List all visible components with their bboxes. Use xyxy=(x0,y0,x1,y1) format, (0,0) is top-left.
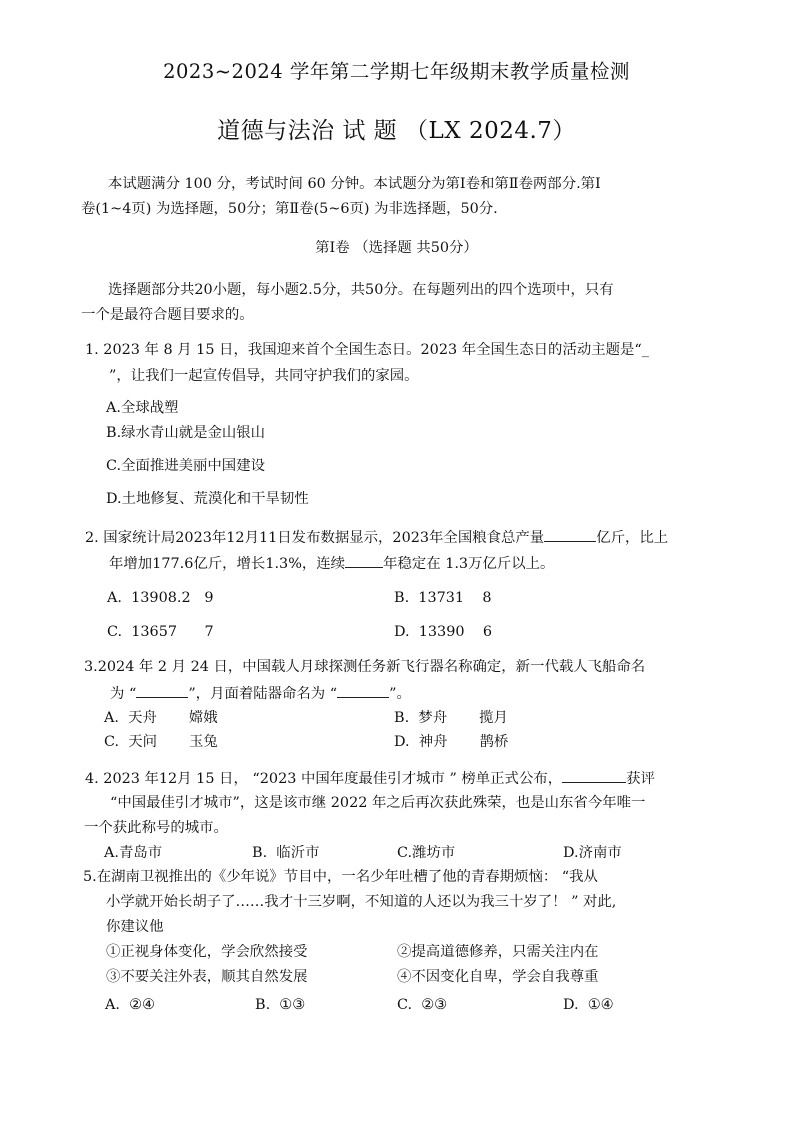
question-3-line-1: 3.2024 年 2 月 24 日，中国载人月球探测任务新飞行器名称确定，新一代载人飞船命名 xyxy=(84,659,646,675)
question-3-line-2 xyxy=(110,683,411,704)
question-3-option-a: A. 天舟 嫦娥 xyxy=(104,710,218,726)
question-3-line-2-mid: ”，月面着陆器命名为 “ xyxy=(188,686,338,702)
question-2-line-2 xyxy=(109,553,554,574)
question-5-statement-4: ④不因变化自卑，学会自我尊重 xyxy=(397,969,599,985)
question-2-line-1-text: 2. 国家统计局2023年12月11日发布数据显示，2023年全国粮食总产量 xyxy=(85,530,545,546)
question-4-line-2: “中国最佳引才城市”，这是该市继 2022 年之后再次获此殊荣，也是山东省今年唯一 xyxy=(110,795,646,811)
question-5-option-a: A. ②④ xyxy=(105,997,155,1013)
question-2-option-a: A. 13908.2 9 xyxy=(107,590,214,606)
question-1-line-1: 1. 2023 年 8 月 15 日，我国迎来首个全国生态日。2023 年全国生态日的活动主题是“_ xyxy=(85,342,649,358)
question-4-line-1-text: 4. 2023 年12月 15 日， “2023 中国年度最佳引才城市 ” 榜单正式公布， xyxy=(85,771,563,787)
question-3-option-c: C. 天问 玉兔 xyxy=(104,734,218,750)
intro-line-1: 本试题满分 100 分，考试时间 60 分钟。本试题分为第Ⅰ卷和第Ⅱ卷两部分.第Ⅰ xyxy=(108,176,601,192)
question-5-line-1: 5.在湖南卫视推出的《少年说》节目中，一名少年吐槽了他的青春期烦恼： “我从 xyxy=(83,869,598,885)
question-2-option-c: C. 13657 7 xyxy=(107,624,214,640)
answer-blank xyxy=(562,768,626,783)
question-3-line-2-tail: ”。 xyxy=(389,686,411,702)
question-5-line-2: 小学就开始长胡子了……我才十三岁啊，不知道的人还以为我三十岁了！ ” 对此, xyxy=(106,894,617,910)
question-1-line-2: ”，让我们一起宣传倡导，共同守护我们的家园。 xyxy=(109,368,419,384)
question-1-option-c: C.全面推进美丽中国建设 xyxy=(106,458,265,474)
question-2-option-d: D. 13390 6 xyxy=(394,624,492,640)
exam-title: 2023~2024 学年第二学期七年级期末教学质量检测 xyxy=(163,60,630,83)
question-4-line-1-tail: 获评 xyxy=(626,771,655,787)
question-4-option-b: B. 临沂市 xyxy=(252,845,320,861)
exam-subtitle: 道德与法治 试 题 （LX 2024.7） xyxy=(217,118,576,144)
question-2-option-b: B. 13731 8 xyxy=(394,590,492,606)
instruction-line-2: 一个是最符合题目要求的。 xyxy=(81,307,254,323)
question-4-option-c: C.潍坊市 xyxy=(397,845,456,861)
question-1-option-d: D.土地修复、荒漠化和干旱韧性 xyxy=(106,491,309,507)
question-1-option-a: A.全球战塑 xyxy=(106,400,179,416)
question-4-option-a: A.青岛市 xyxy=(104,845,163,861)
question-5-line-3: 你建议他 xyxy=(106,919,164,935)
question-2-line-1 xyxy=(85,527,668,548)
intro-line-2: 卷(1~4页) 为选择题，50分；第Ⅱ卷(5~6页) 为非选择题，50分. xyxy=(81,201,498,217)
answer-blank xyxy=(544,527,596,542)
question-5-statement-2: ②提高道德修养，只需关注内在 xyxy=(397,944,599,960)
instruction-line-1: 选择题部分共20小题，每小题2.5分，共50分。在每题列出的四个选项中，只有 xyxy=(108,282,614,298)
question-5-statement-3: ③不要关注外表，顺其自然发展 xyxy=(106,969,308,985)
question-2-line-1-tail: 亿斤，比上 xyxy=(596,530,669,546)
answer-blank xyxy=(345,553,383,568)
question-3-line-2-text: 为 “ xyxy=(110,686,137,702)
question-3-option-b: B. 梦舟 揽月 xyxy=(394,710,508,726)
question-5-option-b: B. ①③ xyxy=(255,997,306,1013)
question-4-line-1 xyxy=(85,768,655,789)
question-4-line-3: 一个获此称号的城市。 xyxy=(84,820,228,836)
answer-blank xyxy=(337,683,389,698)
question-2-line-2-text: 年增加177.6亿斤，增长1.3%，连续 xyxy=(109,556,346,572)
section-heading: 第Ⅰ卷 （选择题 共50分） xyxy=(315,240,478,256)
question-1-option-b: B.绿水青山就是金山银山 xyxy=(106,425,266,441)
answer-blank xyxy=(136,683,188,698)
question-5-option-c: C. ②③ xyxy=(397,997,448,1013)
question-5-statement-1: ①正视身体变化，学会欣然接受 xyxy=(106,944,308,960)
question-5-option-d: D. ①④ xyxy=(563,997,614,1013)
question-4-option-d: D.济南市 xyxy=(563,845,622,861)
question-2-line-2-tail: 年稳定在 1.3万亿斤以上。 xyxy=(383,556,555,572)
question-3-option-d: D. 神舟 鹊桥 xyxy=(394,734,509,750)
